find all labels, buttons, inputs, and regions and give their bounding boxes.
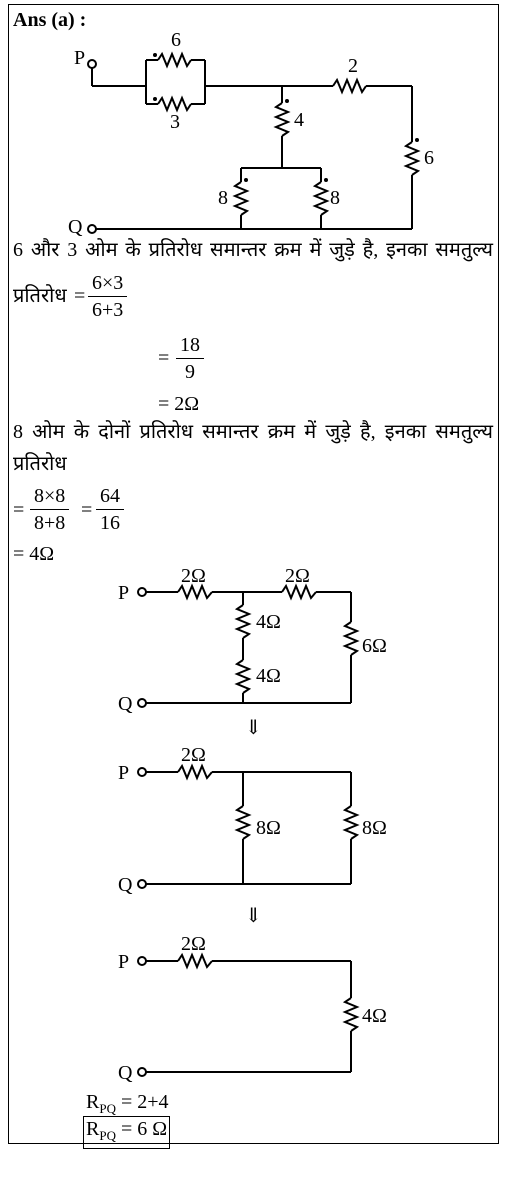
final-equation: $R_{PQ} = 2+4$ (86, 1091, 169, 1116)
resistor-label: 2Ω (181, 933, 206, 955)
answer-label: Ans (a) : (13, 9, 87, 31)
resistor-label: 8 (330, 187, 340, 209)
explanation-line-2: प्रतिरोध (13, 285, 67, 307)
fraction: $\frac{64}{16}$ (96, 483, 124, 536)
resistor-label: 2Ω (181, 744, 206, 766)
resistor-label: 8Ω (256, 817, 281, 839)
resistor-label: 3 (170, 111, 180, 133)
resistor-label: 4Ω (362, 1005, 387, 1027)
equals-sign: = (74, 285, 86, 307)
explanation-line-3: 8 ओम के दोनों प्रतिरोध समान्तर क्रम में जुड़े है, इनका समतुल्य (13, 421, 493, 443)
down-arrow: ⇓ (245, 717, 262, 739)
resistor-label: 4Ω (256, 665, 281, 687)
resistor-label: 2Ω (181, 565, 206, 587)
resistor-label: 8 (218, 187, 228, 209)
terminal-q-label: Q (118, 693, 133, 715)
terminal-q-label: Q (118, 874, 133, 896)
resistor-label: 6 (424, 147, 434, 169)
terminal-p-label: P (118, 951, 130, 973)
equals-sign: = (13, 499, 25, 521)
equals-sign: = (81, 499, 93, 521)
resistor-label: 4Ω (256, 611, 281, 633)
resistor-label: 6Ω (362, 635, 387, 657)
result-4-ohm: = 4Ω (13, 543, 55, 565)
resistor-label: 2Ω (285, 565, 310, 587)
terminal-q-label: Q (118, 1062, 133, 1084)
final-answer-box: $R_{PQ} = 6$ Ω (83, 1116, 170, 1149)
result-2-ohm: = 2Ω (158, 393, 200, 415)
resistor-label: 8Ω (362, 817, 387, 839)
resistor-label: 4 (294, 109, 304, 131)
resistor-label: 2 (348, 55, 358, 77)
terminal-p-label: P (118, 762, 130, 784)
explanation-line-1: 6 और 3 ओम के प्रतिरोध समान्तर क्रम में जुड़े है, इनका समतुल्य (13, 239, 493, 261)
explanation-line-4: प्रतिरोध (13, 453, 67, 475)
fraction: $\frac{8\times 8}{8+8}$ (30, 483, 69, 536)
terminal-p-label: P (118, 582, 130, 604)
resistor-label: 6 (171, 29, 181, 51)
down-arrow: ⇓ (245, 905, 262, 927)
equals-sign: = (158, 347, 170, 369)
fraction: $\frac{18}{9}$ (176, 332, 204, 385)
fraction: $\frac{6\times 3}{6+3}$ (88, 270, 127, 323)
terminal-p-label: P (74, 47, 86, 69)
terminal-q-label: Q (68, 216, 83, 238)
